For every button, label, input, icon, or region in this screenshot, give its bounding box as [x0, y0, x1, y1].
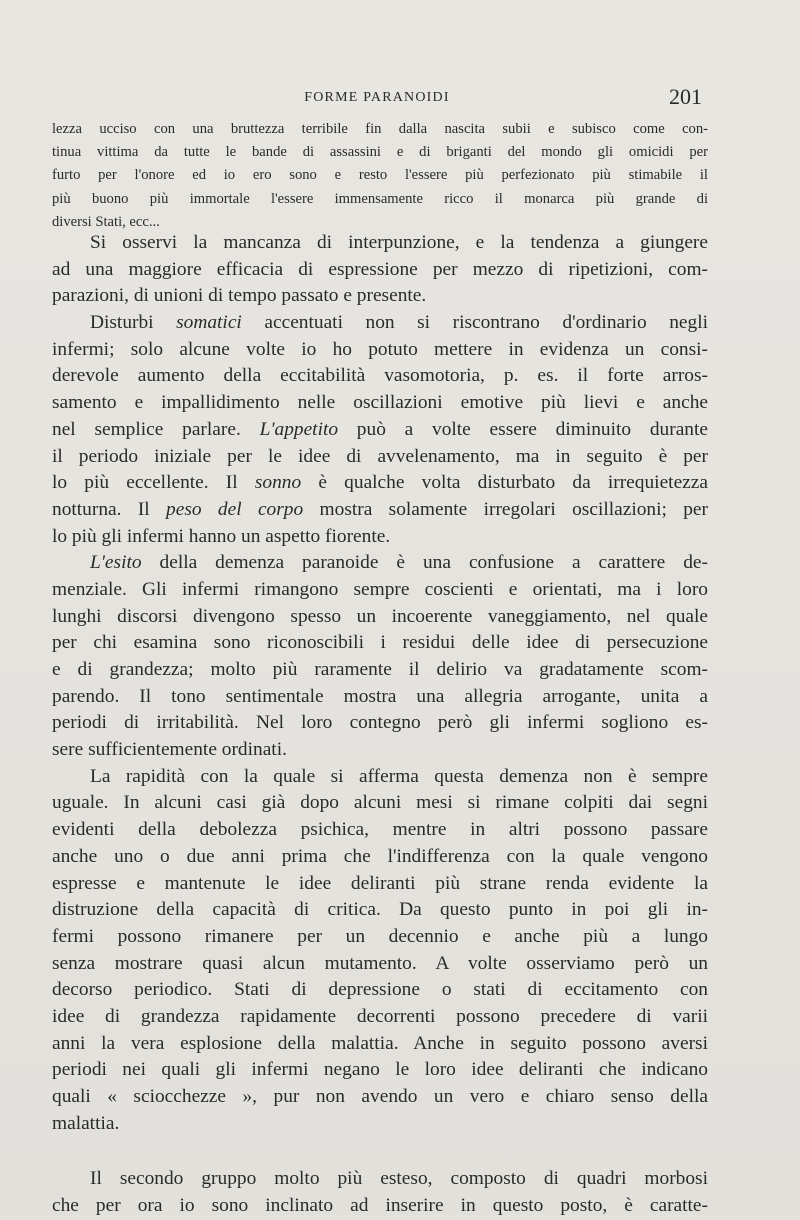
page-number: 201: [669, 84, 702, 109]
text-run: La rapidità con la quale si afferma questa demenza non è sempre: [90, 765, 708, 787]
text-line: [52, 951, 708, 978]
text-line: [52, 630, 708, 657]
text-run: malattia.: [52, 1112, 120, 1134]
text-run: parazioni, di unioni di tempo passato e presente.: [52, 285, 427, 307]
text-line: [52, 1193, 708, 1220]
text-run: menziale. Gli infermi rimangono sempre coscienti e orientati, ma i loro: [52, 578, 708, 600]
text-run: samento e impallidimento nelle oscillazioni emotive più lievi e anche: [52, 392, 708, 414]
text-line: [52, 310, 708, 337]
paragraph: [52, 230, 708, 310]
text-line: [52, 657, 708, 684]
text-line: [52, 230, 708, 257]
text-run: sere sufficientemente ordinati.: [52, 739, 287, 761]
italic-term: sonno: [254, 472, 302, 494]
text-run: anni la vera esplosione della malattia. Anche in seguito possono aversi: [52, 1032, 708, 1054]
text-run: lo più eccellente. Il: [52, 472, 255, 494]
text-line: [52, 1031, 708, 1058]
quoted-patient-text: [52, 118, 708, 234]
text-line: [52, 363, 708, 390]
text-run: può a volte essere diminuito durante: [338, 418, 708, 440]
text-run: espresse e mantenute le idee deliranti più strane renda evidente la: [52, 872, 708, 894]
text-line: [52, 977, 708, 1004]
paragraph: [52, 764, 708, 1138]
text-line: [52, 817, 708, 844]
quote-line: diversi Stati, ecc...: [52, 213, 160, 230]
running-title: FORME PARANOIDI: [304, 90, 450, 105]
italic-term: L'appetito: [259, 418, 339, 440]
text-line: [52, 604, 708, 631]
text-run: notturna. Il: [52, 498, 167, 520]
text-line: [52, 550, 708, 577]
italic-term: peso del corpo: [166, 498, 304, 520]
text-run: che per ora io sono inclinato ad inserire in questo posto, è caratte-: [52, 1195, 708, 1217]
text-line: [52, 1057, 708, 1084]
text-line: [52, 737, 708, 764]
text-run: è qualche volta disturbato da irrequietezza: [301, 472, 708, 494]
text-run: senza mostrare quasi alcun mutamento. A volte osserviamo però un: [52, 952, 708, 974]
text-line: [52, 871, 708, 898]
text-run: distruzione della capacità di critica. Da questo punto in poi gli in-: [52, 899, 708, 921]
quote-line: più buono più immortale l'essere immensamente ricco il monarca più grande di: [52, 190, 708, 207]
text-run: per chi esamina sono riconoscibili i residui delle idee di persecuzione: [52, 632, 708, 654]
text-line: [52, 1111, 708, 1138]
text-run: infermi; solo alcune volte io ho potuto mettere in evidenza un consi-: [52, 338, 708, 360]
text-line: [52, 924, 708, 951]
text-line: [52, 417, 708, 444]
text-run: accentuati non si riscontrano d'ordinario negli: [241, 312, 708, 334]
italic-term: somatici: [176, 312, 242, 334]
text-run: anche uno o due anni prima che l'indifferenza con la quale vengono: [52, 845, 708, 867]
text-run: Il secondo gruppo molto più esteso, composto di quadri morbosi: [90, 1168, 708, 1190]
text-run: parendo. Il tono sentimentale mostra una allegria arrogante, unita a: [52, 685, 708, 707]
text-run: Disturbi: [90, 312, 177, 334]
text-line: [52, 257, 708, 284]
text-run: e di grandezza; molto più raramente il delirio va gradatamente scom-: [52, 659, 708, 680]
text-line: [52, 684, 708, 711]
text-run: derevole aumento della eccitabilità vasomotoria, p. es. il forte arros-: [52, 365, 708, 387]
italic-term: L'esito: [90, 552, 142, 574]
text-line: [52, 1084, 708, 1111]
main-text: [52, 230, 708, 1220]
text-line: [52, 577, 708, 604]
text-line: [52, 710, 708, 737]
text-run: evidenti della debolezza psichica, mentre in altri possono passare: [52, 819, 708, 841]
text-run: nel semplice parlare.: [52, 418, 260, 440]
text-line: [52, 470, 708, 497]
text-line: [52, 524, 708, 551]
text-run: lunghi discorsi divengono spesso un incoerente vaneggiamento, nel quale: [52, 605, 708, 627]
running-head: [52, 84, 702, 108]
text-run: uguale. In alcuni casi già dopo alcuni mesi si rimane colpiti dai segni: [52, 792, 708, 814]
text-run: idee di grandezza rapidamente decorrenti possono precedere di varii: [52, 1005, 708, 1027]
paragraph: [52, 550, 708, 764]
quote-line: furto per l'onore ed io ero sono e resto l'essere più perfezionato più stimabile il: [52, 167, 708, 184]
text-line: [52, 337, 708, 364]
text-run: periodi nei quali gli infermi negano le loro idee deliranti che indicano: [52, 1059, 708, 1081]
text-run: il periodo iniziale per le idee di avvelenamento, ma in seguito è per: [52, 445, 708, 467]
paragraph: [52, 1166, 708, 1219]
text-run: lo più gli infermi hanno un aspetto fiorente.: [52, 525, 391, 547]
text-run: decorso periodico. Stati di depressione o stati di eccitamento con: [52, 979, 708, 1001]
text-line: [52, 390, 708, 417]
paragraph: [52, 310, 708, 550]
text-run: mostra solamente irregolari oscillazioni; per: [303, 498, 708, 520]
text-line: [52, 283, 708, 310]
text-run: periodi di irritabilità. Nel loro contegno però gli infermi sogliono es-: [52, 712, 708, 734]
text-run: quali « sciocchezze », pur non avendo un vero e chiaro senso della: [52, 1086, 708, 1107]
text-run: fermi possono rimanere per un decennio e anche più a lungo: [52, 925, 708, 947]
text-line: [52, 897, 708, 924]
paragraph-gap: [52, 1137, 708, 1166]
text-line: [52, 497, 708, 524]
text-run: della demenza paranoide è una confusione a carattere de-: [141, 552, 708, 574]
text-line: [52, 1166, 708, 1193]
text-run: Si osservi la mancanza di interpunzione, e la tendenza a giungere: [90, 232, 708, 253]
text-line: [52, 844, 708, 871]
quote-line: lezza ucciso con una bruttezza terribile fin dalla nascita subii e subisco come con-: [52, 121, 708, 137]
text-line: [52, 444, 708, 471]
text-line: [52, 1004, 708, 1031]
quote-line: tinua vittima da tutte le bande di assassini e di briganti del mondo gli omicidi per: [52, 144, 708, 161]
text-run: ad una maggiore efficacia di espressione per mezzo di ripetizioni, com-: [52, 258, 708, 280]
text-line: [52, 790, 708, 817]
text-line: [52, 764, 708, 791]
